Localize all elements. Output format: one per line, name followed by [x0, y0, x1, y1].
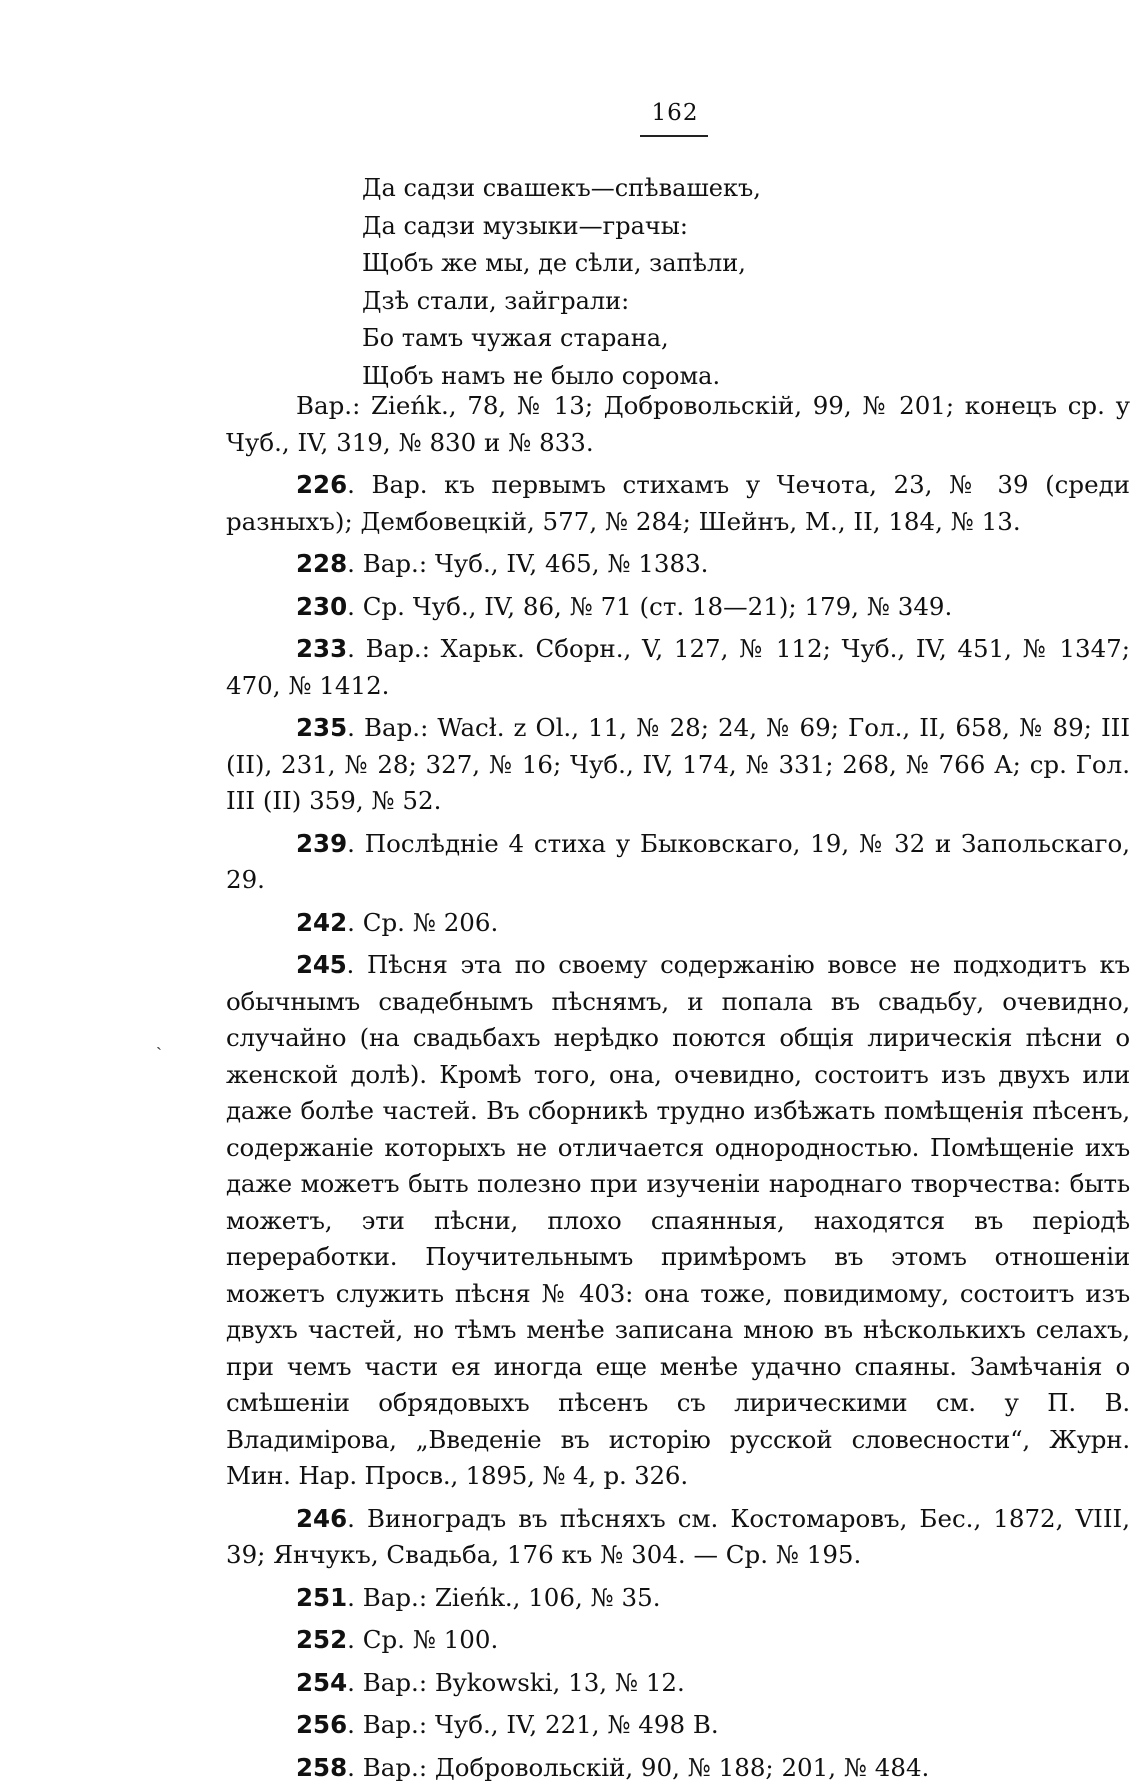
page-number: 162 — [651, 100, 699, 126]
note-number: 226 — [296, 470, 348, 499]
note-number: 251 — [296, 1582, 348, 1612]
note-number: 228 — [296, 549, 348, 578]
verse-block — [362, 170, 761, 395]
note-235: 235. Вар.: Wacł. z Ol., 11, № 28; 24, № 69; Гол., II, 658, № 89; III (II), 231, № 28; 327, № 16; Чуб., IV, 174, № 331; 268, № 766 А; ср. Гол. III (II) 359, № 52. — [226, 713, 1131, 815]
verse-line: Бо тамъ чужая старана, — [362, 324, 669, 352]
note-245: 245. Пѣсня эта по своему содержанію вовсе не подходитъ къ обычнымъ свадебнымъ пѣснямъ, и попала въ свадьбу, очевидно, случайно (на свадьбахъ нерѣдко поются общія лирическія пѣсни о женской долѣ). Кромѣ того, она, очевидно, состоитъ изъ двухъ или даже болѣе частей. Въ сборникѣ трудно избѣжать помѣщенія пѣсенъ, содержаніе которыхъ не отличается однородностью. Помѣщеніе ихъ даже можетъ быть полезно при изученіи народнаго творчества: быть можетъ, эти пѣсни, плохо спаянныя, находятся въ періодѣ переработки. Поучительнымъ примѣромъ въ этомъ отношеніи можетъ служить пѣсня № 403: она тоже, повидимому, состоитъ изъ двухъ частей, но тѣмъ менѣе записана мною въ нѣсколькихъ селахъ, при чемъ части ея иногда еще менѣе удачно спаяны. Замѣчанія о смѣшеніи обрядовыхъ пѣсенъ съ лирическими см. у П. В. Владимірова, „Введеніе въ исторію русской словесности“, Журн. Мин. Нар. Просв., 1895, № 4, р. 326. — [226, 950, 1130, 1490]
note-number: 235 — [296, 713, 348, 742]
verse-line: Да садзи свашекъ—спѣвашекъ, — [362, 174, 761, 202]
note-252: 252. Ср. № 100. — [296, 1625, 499, 1654]
page-number-rule — [640, 135, 708, 137]
note-254: 254. Вар.: Bykowski, 13, № 12. — [296, 1667, 685, 1697]
verse-line: Да садзи музыки—грачы: — [362, 211, 688, 240]
note-256: 256. Вар.: Чуб., IV, 221, № 498 В. — [296, 1710, 719, 1739]
note-text: Вар.: Zieńk., 78, № 13; Добровольскій, 99, № 201; конецъ ср. у Чуб., IV, 319, № 830 и № 833. — [226, 391, 1130, 457]
note-text: Ср. Чуб., IV, 86, № 71 (ст. 18—21); 179, № 349. — [362, 591, 953, 621]
note-text: Ср. № 100. — [362, 1625, 499, 1654]
note-number: 252 — [296, 1625, 348, 1654]
verse-line: Дзѣ стали, зайграли: — [362, 286, 630, 315]
note-246: 246. Виноградъ въ пѣсняхъ см. Костомаровъ, Бес., 1872, VIII, 39; Янчукъ, Свадьба, 176 къ № 304. — Ср. № 195. — [226, 1503, 1130, 1569]
note-text: Вар. къ первымъ стихамъ у Чечота, 23, № 39 (среди разныхъ); Дембовецкій, 577, № 284; Шейнъ, М., II, 184, № 13. — [226, 470, 1130, 536]
note-text: Виноградъ въ пѣсняхъ см. Костомаровъ, Бес., 1872, VIII, 39; Янчукъ, Свадьба, 176 къ № 304. — Ср. № 195. — [226, 1503, 1130, 1569]
note-text: Вар.: Чуб., IV, 221, № 498 В. — [362, 1710, 719, 1739]
note-text: Вар.: Wacł. z Ol., 11, № 28; 24, № 69; Гол., II, 658, № 89; III (II), 231, № 28; 327, № 16; Чуб., IV, 174, № 331; 268, № 766 А; ср. Гол. III (II) 359, № 52. — [226, 713, 1131, 815]
note-text: Послѣдніе 4 стиха у Быковскаго, 19, № 32 и Запольскаго, 29. — [226, 828, 1130, 894]
note-variant-intro — [226, 388, 1130, 461]
note-text: Вар.: Zieńk., 106, № 35. — [362, 1582, 661, 1612]
note-number: 239 — [296, 828, 348, 858]
note-text: Вар.: Добровольскій, 90, № 188; 201, № 484. — [362, 1752, 930, 1782]
note-text: Вар.: Чуб., IV, 465, № 1383. — [362, 549, 709, 578]
note-number: 258 — [296, 1752, 348, 1782]
note-242: 242. Ср. № 206. — [296, 907, 499, 937]
note-258: 258. Вар.: Добровольскій, 90, № 188; 201, № 484. — [296, 1752, 930, 1782]
note-text: Вар.: Харьк. Сборн., V, 127, № 112; Чуб., IV, 451, № 1347; 470, № 1412. — [226, 634, 1130, 700]
note-233: 233. Вар.: Харьк. Сборн., V, 127, № 112; Чуб., IV, 451, № 1347; 470, № 1412. — [226, 634, 1130, 700]
note-number: 254 — [296, 1667, 348, 1697]
notes-section — [226, 388, 1130, 1792]
note-text: Вар.: Bykowski, 13, № 12. — [362, 1667, 685, 1697]
note-228: 228. Вар.: Чуб., IV, 465, № 1383. — [296, 549, 709, 578]
note-text: Ср. № 206. — [362, 907, 499, 937]
note-number: 242 — [296, 907, 348, 937]
note-239: 239. Послѣдніе 4 стиха у Быковскаго, 19, № 32 и Запольскаго, 29. — [226, 828, 1130, 894]
note-251: 251. Вар.: Zieńk., 106, № 35. — [296, 1582, 661, 1612]
note-230: 230. Ср. Чуб., IV, 86, № 71 (ст. 18—21); 179, № 349. — [296, 591, 953, 621]
note-number: 246 — [296, 1503, 348, 1533]
note-number: 230 — [296, 591, 348, 621]
note-number: 256 — [296, 1710, 348, 1739]
verse-line: Щобъ намъ не было сорома. — [362, 361, 721, 390]
note-number: 233 — [296, 634, 348, 663]
note-226: 226. Вар. къ первымъ стихамъ у Чечота, 23, № 39 (среди разныхъ); Дембовецкій, 577, № 284; Шейнъ, М., II, 184, № 13. — [226, 470, 1130, 536]
margin-mark: ˏ — [156, 1030, 162, 1051]
note-text: Пѣсня эта по своему содержанію вовсе не подходитъ къ обычнымъ свадебнымъ пѣснямъ, и попала въ свадьбу, очевидно, случайно (на свадьбахъ нерѣдко поются общія лирическія пѣсни о женской долѣ). Кромѣ того, она, очевидно, состоитъ изъ двухъ или даже болѣе частей. Въ сборникѣ трудно избѣжать помѣщенія пѣсенъ, содержаніе которыхъ не отличается однородностью. Помѣщеніе ихъ даже можетъ быть полезно при изученіи народнаго творчества: быть можетъ, эти пѣсни, плохо спаянныя, находятся въ періодѣ переработки. Поучительнымъ примѣромъ въ этомъ отношеніи можетъ служить пѣсня № 403: она тоже, повидимому, состоитъ изъ двухъ частей, но тѣмъ менѣе записана мною въ нѣсколькихъ селахъ, при чемъ части ея иногда еще менѣе удачно спаяны. Замѣчанія о смѣшеніи обрядовыхъ пѣсенъ съ лирическими см. у П. В. Владимірова, „Введеніе въ исторію русской словесности“, Журн. Мин. Нар. Просв., 1895, № 4, р. 326. — [226, 950, 1130, 1490]
note-number: 245 — [296, 950, 347, 979]
verse-line: Щобъ же мы, де сѣли, запѣли, — [362, 249, 746, 277]
